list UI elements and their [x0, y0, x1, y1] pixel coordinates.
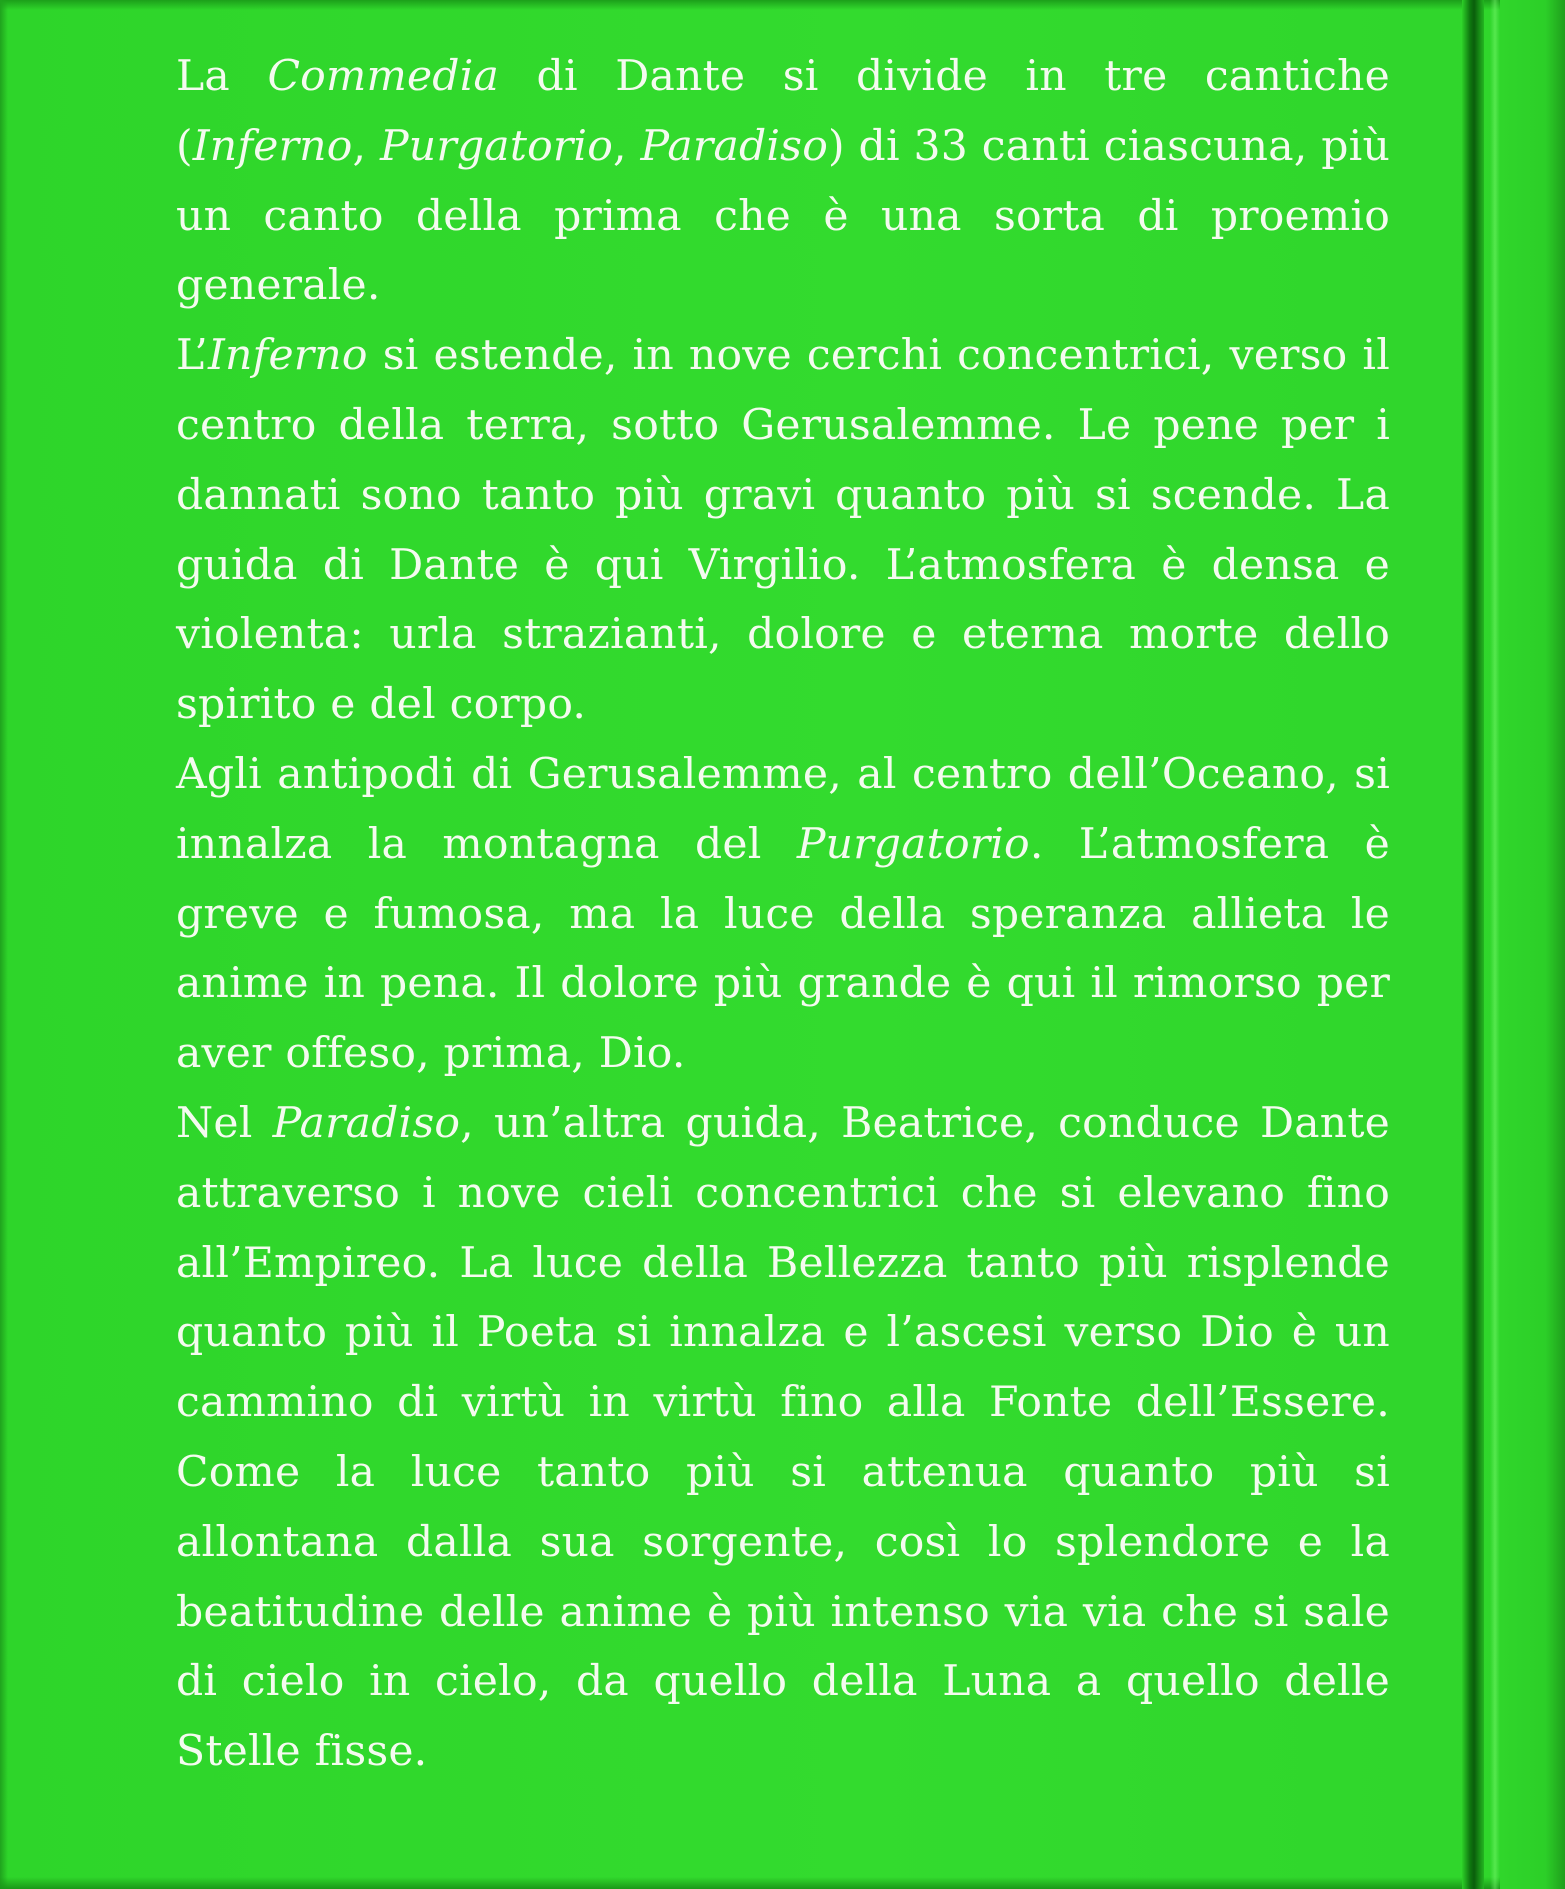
spine-highlight: [1490, 0, 1500, 1889]
cover-left-edge: [0, 0, 8, 1889]
text-segment-italic: Inferno: [207, 331, 368, 381]
text-segment-italic: Paradiso: [640, 121, 828, 171]
text-segment: ,: [613, 121, 641, 171]
text-segment-italic: Paradiso: [272, 1098, 461, 1148]
text-segment: . L’atmosfera è greve e fumosa, ma la luce della speranza allieta le anime in pena. Il dolore più grande è qui il rimorso per aver offeso, prima, Dio.: [176, 819, 1391, 1079]
cover-bottom-edge: [0, 1877, 1565, 1889]
text-segment: La: [176, 52, 268, 101]
text-segment: ) di 33 canti ciascuna, più un canto della prima che è una sorta di proemio generale.: [176, 121, 1391, 311]
paragraph-paradiso: [176, 1089, 1390, 1787]
text-segment-italic: Inferno: [192, 121, 353, 171]
text-segment: ,: [352, 121, 380, 171]
book-spine: [1500, 0, 1565, 1889]
text-segment: , un’altra guida, Beatrice, conduce Dante attraverso i nove cieli concentrici che si elevano fino all’Empireo. La luce della Bellezza tanto più risplende quanto più il Poeta si innalza e l’ascesi verso Dio è un cammino di virtù in virtù fino alla Fonte dell’Essere. Come la luce tanto più si attenua quanto più si allontana dalla sua sorgente, così lo splendore e la beatitudine delle anime è più intenso via via che si sale di cielo in cielo, da quello della Luna a quello delle Stelle fisse.: [176, 1098, 1390, 1777]
blurb-text: [176, 42, 1390, 1787]
paragraph-intro: [176, 42, 1390, 321]
spine-hinge-groove: [1462, 0, 1484, 1889]
text-segment: Agli antipodi di Gerusalemme, al centro dell’Oceano, si innalza la montagna del: [176, 749, 1390, 869]
text-segment-italic: Purgatorio: [796, 819, 1030, 869]
text-segment-italic: Commedia: [267, 52, 500, 101]
text-segment: di Dante si divide in tre cantiche (: [176, 52, 1391, 171]
text-segment-italic: Purgatorio: [380, 121, 613, 171]
text-segment: si estende, in nove cerchi concentrici, verso il centro della terra, sotto Gerusalemme. Le pene per i dannati sono tanto più gravi quanto più si scende. La guida di Dante è qui Virgilio. L’atmosfera è densa e violenta: urla strazianti, dolore e eterna morte dello spirito e del corpo.: [176, 331, 1390, 730]
paragraph-purgatorio: [176, 740, 1390, 1089]
text-segment: L’: [176, 331, 208, 381]
paragraph-inferno: [176, 321, 1390, 740]
text-segment: Nel: [176, 1098, 273, 1148]
cover-top-edge: [0, 0, 1565, 10]
